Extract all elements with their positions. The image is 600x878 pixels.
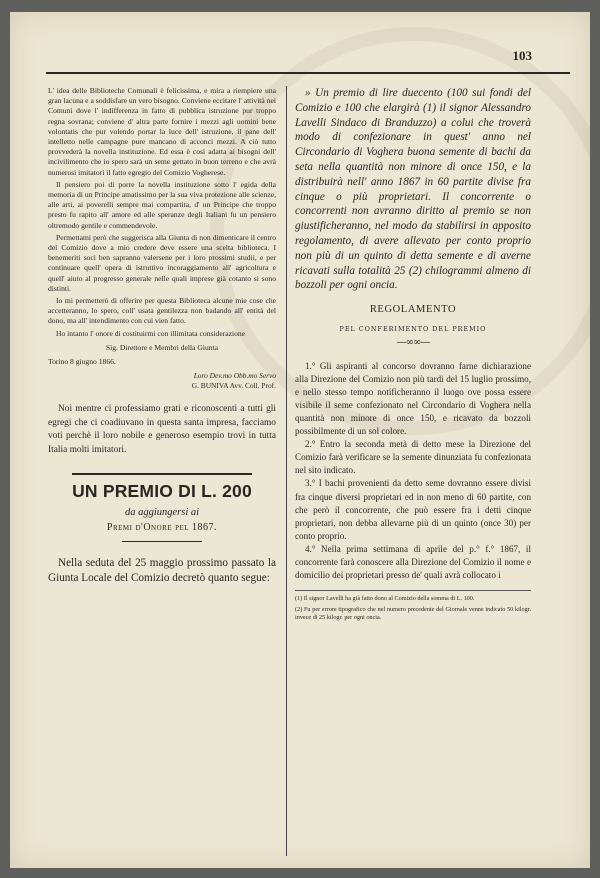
left-column xyxy=(48,86,276,585)
regulation-item: 2.° Entro la seconda metà di detto mese la Direzione del Comizio farà verificare se la semente dinunziata fu confezionata nel sito indicato. xyxy=(295,439,531,476)
prize-subheading-2: Premi d'Onore pel 1867. xyxy=(106,522,218,534)
header-rule xyxy=(46,72,570,74)
regulation-item: 1.° Gli aspiranti al concorso dovranno farne dichiarazione alla Direzione del Comizio non più tardi del 15 luglio prossimo, e nello stesso tempo notificheranno il luogo ove possa essere visibile il seme confezionato nel Circondario di Voghera nella quantità non minore di once 150, e ricavato da bozzoli possibilmente di un sol colore. xyxy=(295,360,531,437)
session-note xyxy=(48,556,276,586)
regulation-item: 3.° I bachi provenienti da detto seme dovranno essere divisi fra cinque diversi proprietari ed in non meno di 60 partite, con che però il concorrente, che può essere fra i detti cinque proprietari, non debba allevarne più di un quinto (once 30) per conto proprio. xyxy=(295,478,531,541)
letter-paragraph: Permettami però che suggerisca alla Giunta di non dimenticare il centro del Comizio dove a mio credere deve essere una scelta biblioteca. I benemeriti soci ben sapranno valersene per i loro prossimi studii, e per continuare quell' opera di istruttivo incoraggiamento all' agricoltura e quell' aiuto al progresso generale nelle quali imprese già cotanto si sono distinti. xyxy=(48,232,276,293)
footnote: (1) Il signor Lavelli ha già fatto dono al Comizio della somma di L. 100. xyxy=(295,595,475,603)
closing-note xyxy=(48,403,276,457)
ornament-divider: —∞∞— xyxy=(396,336,430,348)
regulation-subtitle: PEL CONFERIMENTO DEL PREMIO xyxy=(339,324,487,333)
signature-name: G. BUNIVA Avv. Coll. Prof. xyxy=(191,381,276,391)
newspaper-page xyxy=(10,12,590,868)
regulation-item: 4.° Nella prima settimana di aprile del p.° f.° 1867, il concorrente farà conoscere alla Direzione del Comizio il nome e domicilio dei proprietari presso de' quali avrà collocato i xyxy=(295,543,531,581)
salutation: Sig. Direttore e Membri della Giunta xyxy=(105,342,219,352)
small-rule xyxy=(122,541,202,542)
footnotes xyxy=(295,590,531,622)
letter-paragraph: Ho intanto l' onore di costituirmi con illimitata considerazione xyxy=(56,328,246,338)
prize-decree xyxy=(295,86,531,293)
letter-text xyxy=(48,86,276,391)
section-rule xyxy=(72,473,252,475)
signature-formula: Loro Dev.mo Obb.mo Servo xyxy=(193,371,276,381)
regulation-title: REGOLAMENTO xyxy=(369,304,457,316)
column-divider xyxy=(286,86,287,856)
closing-paragraph: Noi mentre ci professiamo grati e riconoscenti a tutti gli egregi che ci coadiuvano in questa santa impresa, facciamo voti perchè il loro nobile e generoso esempio trovi in tutta Italia molti imitatori. xyxy=(48,404,276,455)
decree-text: » Un premio di lire duecento (100 sui fondi del Comizio e 100 che elargirà (1) il signor Alessandro Lavelli Sindaco di Branduzzo) a colui che troverà modo di confezionare in quest' anno nel Circondario di Voghera buona semente di bachi da seta nella quantità non minore di once 150, e la distribuirà nell' anno 1867 in 60 partite divise fra cinque o più proprietari. Il concorrente o concorrenti non avranno diritto al premio se non giustificheranno, nel modo da stabilirsi in apposito regolamento, di avere allevato per conto proprio non più di un quinto di detta semente e di averne ricavati sulla totalità 25 (2) chilogrammi almeno di bozzoli per ogni oncia. xyxy=(295,87,531,292)
letter-paragraph: L' idea delle Biblioteche Comunali è felicissima, e mira a riempiere una gran lacuna e a soddisfare un vero bisogno. Conviene eccitare l' attività nei Comuni dove l' indifferenza in fatto di pubblica istruzione pur troppo regna sovrana; conviene d' altra parte fornire i mezzi agli uomini bene volontatis che pur volendo portar la luce dell' istruzione, il pane dell' intelletto nelle campagne pure mancano di acconci mezzi. A ciò tutto provvederà la novella instituzione. Ed essa è così adatta ai bisogni dell' incivilimento che io spero sarà un seme gettato in buon terreno e che avrà numerosi imitatori il fatto egregio del Comizio Vogherese. xyxy=(48,86,276,177)
footnote: (2) Fu per errore tipografico che nel numero precedente del Giornale venne indicato 50 kilogr. invece di 25 kilogr. per ogni oncia. xyxy=(295,605,531,621)
prize-heading: UN PREMIO DI L. 200 xyxy=(72,480,252,501)
prize-subheading: da aggiungersi ai xyxy=(124,506,200,518)
date-line: Torino 8 giugno 1866. xyxy=(48,357,116,367)
letter-paragraph: Io mi permetterò di offerire per questa Biblioteca alcune mie cose che accetteranno, lo spero, coll' usata gentilezza non badando all' entità del dono, ma all' intendimento con cui vien fatto. xyxy=(48,296,276,326)
session-paragraph: Nella seduta del 25 maggio prossimo passato la Giunta Locale del Comizio decretò quanto segue: xyxy=(48,556,276,584)
letter-paragraph: Il pensiero poi di porre la novella instituzione sotto l' egida della memoria di un Principe amatissimo per la sua viva protezione alle scienze, alle arti, ai poverelli sempre mai compartita, d' un Principe che troppo presto fu rapito all' amore ed alle speranze degli Italiani fu un pensiero oltremodo gentile e commendevole. xyxy=(48,179,276,230)
regulation-list xyxy=(295,360,531,583)
right-column xyxy=(295,86,531,624)
page-number: 103 xyxy=(512,48,532,63)
